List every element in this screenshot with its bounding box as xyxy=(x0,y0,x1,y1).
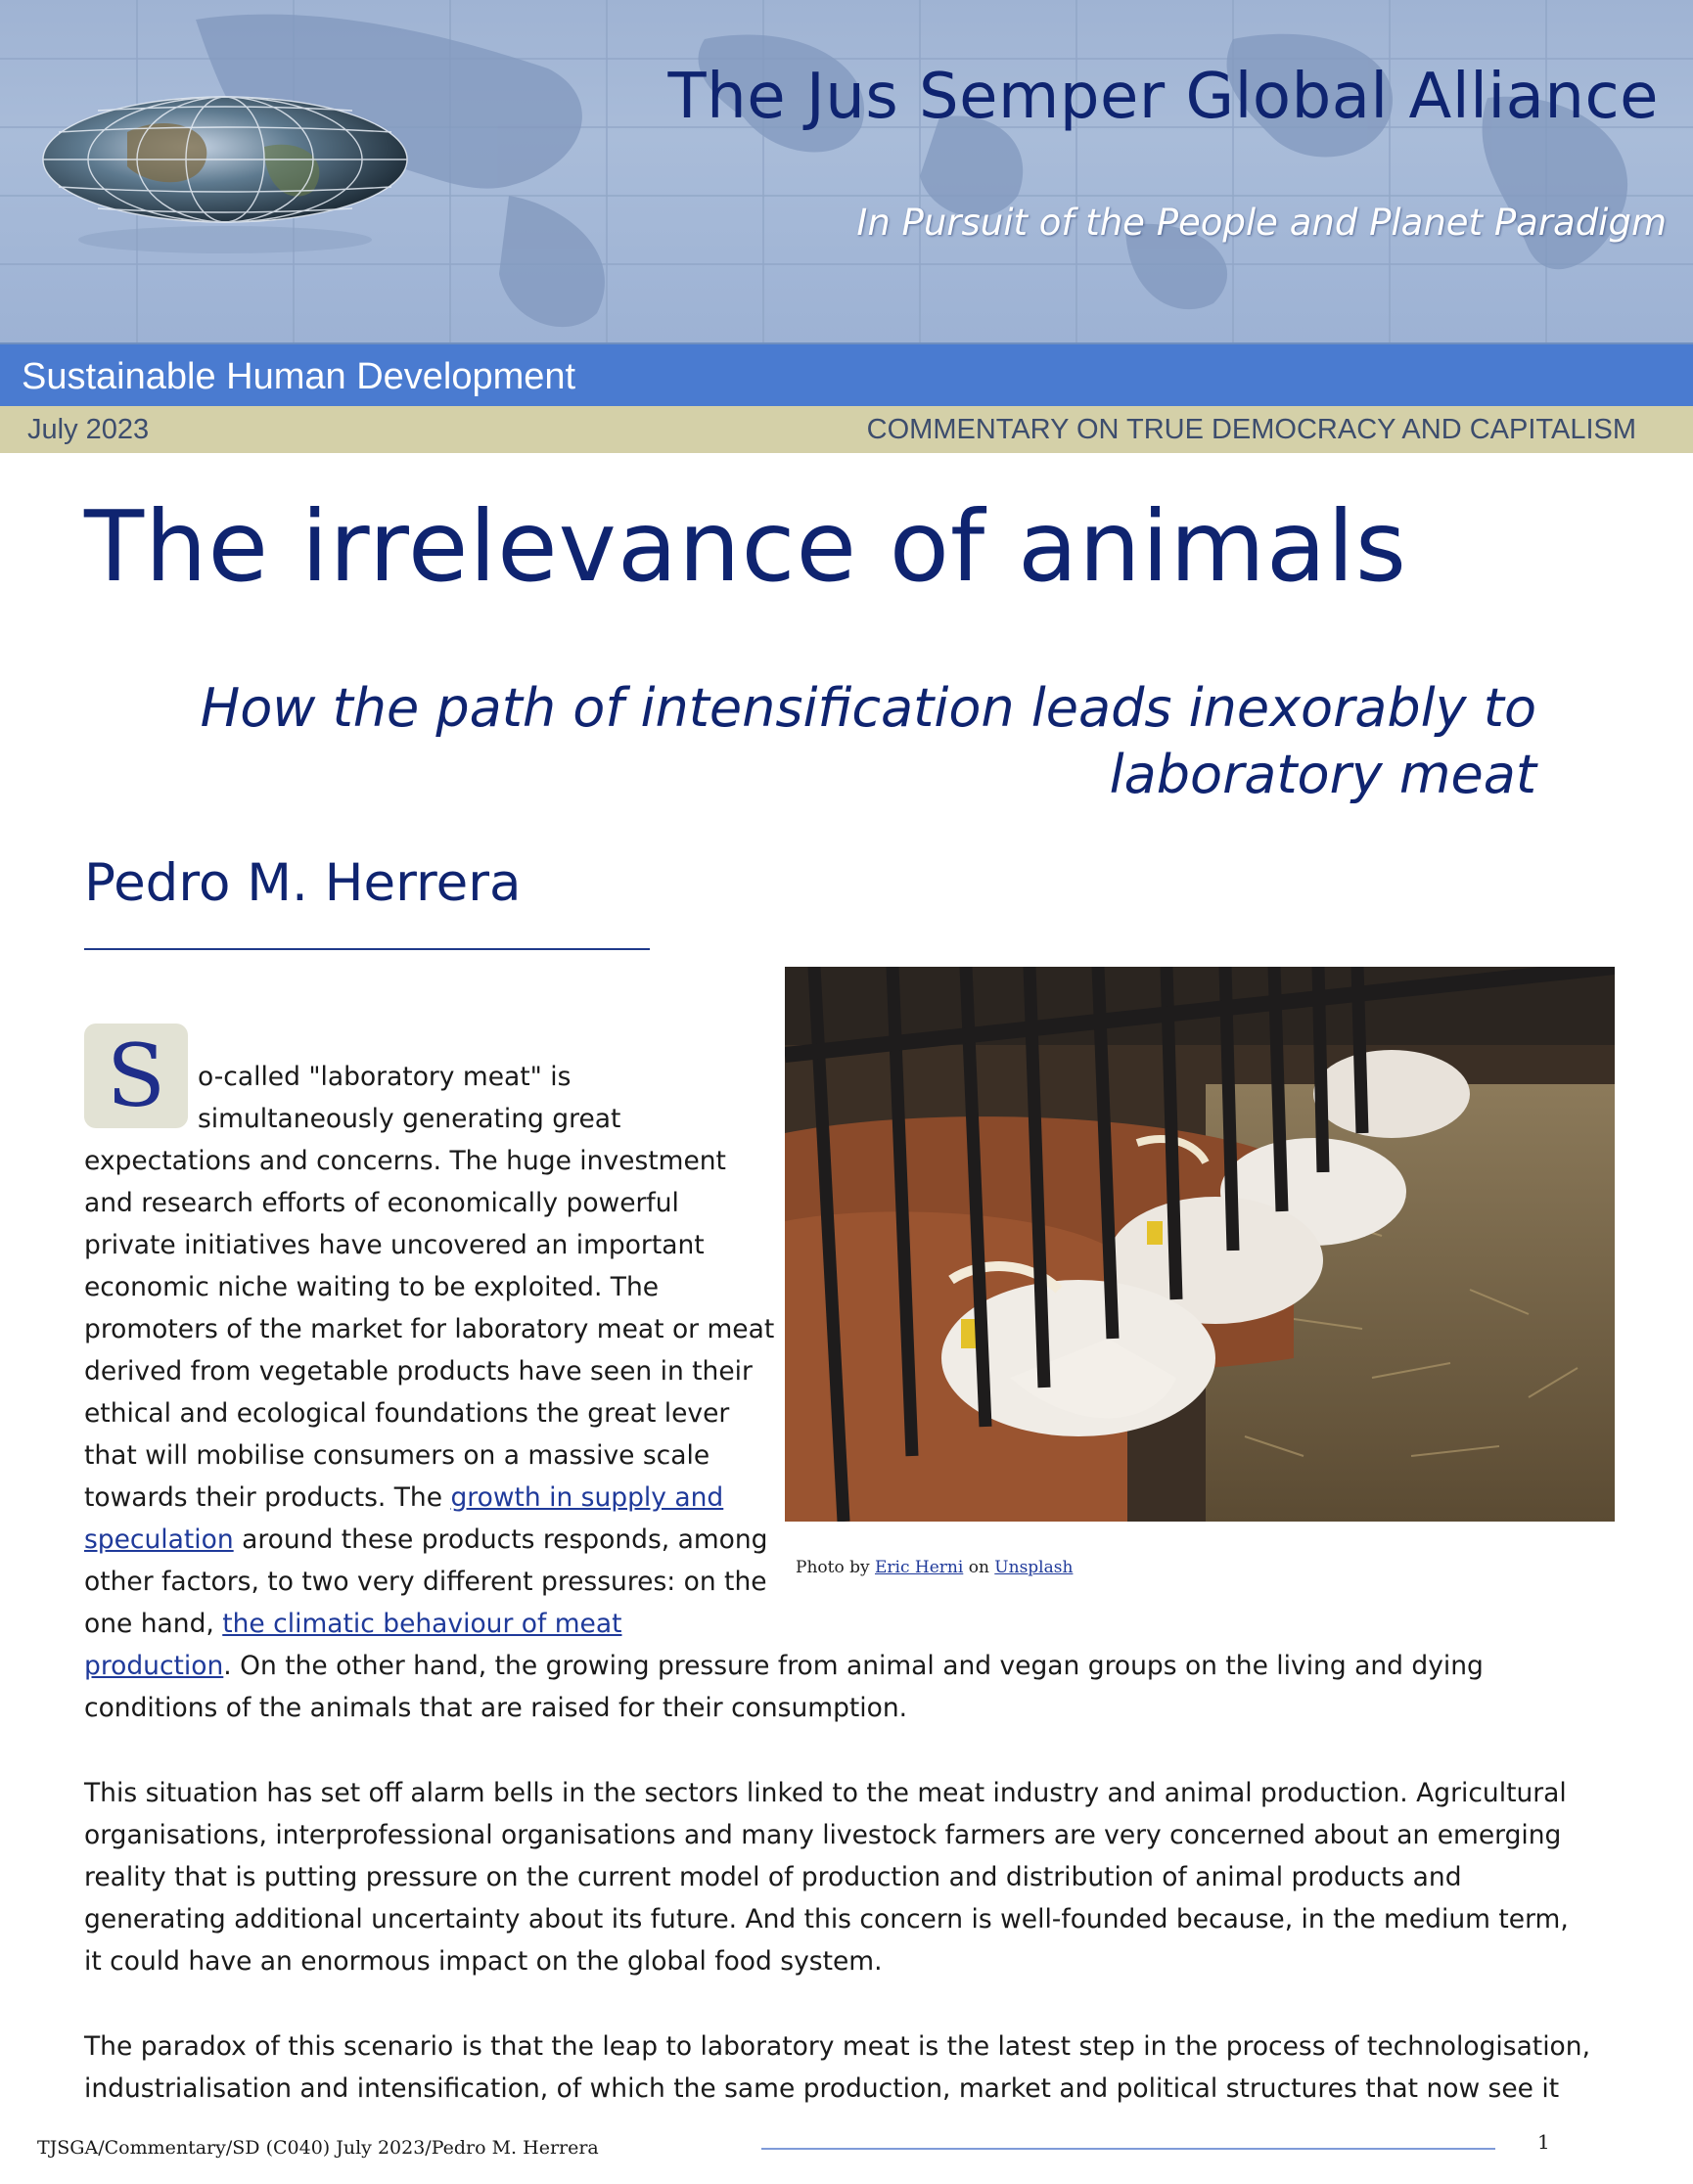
footer-reference: TJSGA/Commentary/SD (C040) July 2023/Pedro M. Herrera xyxy=(37,2137,599,2159)
paragraph-line: o-called "laboratory meat" is xyxy=(198,1062,572,1092)
line-text: one hand, xyxy=(84,1609,223,1639)
body-paragraph-1 xyxy=(84,1056,1611,1729)
paragraph-line: conditions of the animals that are raised for their consumption. xyxy=(84,1693,908,1723)
paragraph-line xyxy=(84,1645,1611,1687)
paragraph-line: simultaneously generating great xyxy=(198,1104,621,1134)
paragraph-line: generating additional uncertainty about its future. And this concern is well-founded because, in the medium term, xyxy=(84,1904,1569,1934)
caption-mid: on xyxy=(968,1558,989,1577)
author-name: Pedro M. Herrera xyxy=(84,853,522,913)
subtitle-line-1: How the path of intensification leads inexorably to xyxy=(200,677,1536,739)
photographer-link[interactable]: Eric Herni xyxy=(875,1558,964,1577)
section-bar xyxy=(0,342,1693,408)
footer-divider xyxy=(761,2148,1495,2150)
paragraph-line: reality that is putting pressure on the current model of production and distribution of animal products and xyxy=(84,1862,1462,1892)
paragraph-line: private initiatives have uncovered an important xyxy=(84,1230,705,1260)
paragraph-line: ethical and ecological foundations the great lever xyxy=(84,1398,730,1429)
caption-prefix: Photo by xyxy=(796,1558,870,1577)
paragraph-line: that will mobilise consumers on a massive scale xyxy=(84,1440,710,1471)
paragraph-line: expectations and concerns. The huge investment xyxy=(84,1146,726,1176)
date-bar xyxy=(0,406,1693,453)
paragraph-line: This situation has set off alarm bells in the sectors linked to the meat industry and animal production. Agricultural xyxy=(84,1778,1567,1808)
line-text: towards their products. The xyxy=(84,1482,451,1513)
paragraph-line xyxy=(84,1603,1611,1645)
paragraph-line: industrialisation and intensification, of which the same production, market and political structures that now see it xyxy=(84,2073,1560,2104)
body-paragraph-2 xyxy=(84,1772,1611,1982)
line-text: . On the other hand, the growing pressure from animal and vegan groups on the living and dying xyxy=(223,1651,1484,1681)
globe-logo-icon xyxy=(39,93,411,259)
organization-name: The Jus Semper Global Alliance xyxy=(667,61,1659,133)
paragraph-line xyxy=(84,1519,1611,1561)
paragraph-line: it could have an enormous impact on the global food system. xyxy=(84,1946,883,1977)
organization-tagline: In Pursuit of the People and Planet Paradigm xyxy=(856,202,1667,244)
speculation-link[interactable]: speculation xyxy=(84,1524,234,1555)
section-name: Sustainable Human Development xyxy=(22,356,576,397)
subtitle-line-2: laboratory meat xyxy=(1109,744,1536,805)
publication-date: July 2023 xyxy=(27,414,150,445)
paragraph-line: derived from vegetable products have seen in their xyxy=(84,1356,753,1387)
article-subtitle xyxy=(166,675,1536,808)
growth-in-supply-link[interactable]: growth in supply and xyxy=(450,1482,724,1513)
body-paragraph-3 xyxy=(84,2025,1611,2110)
unsplash-link[interactable]: Unsplash xyxy=(994,1558,1074,1577)
paragraph-line: organisations, interprofessional organisations and many livestock farmers are very concerned about an emerging xyxy=(84,1820,1562,1850)
series-name: COMMENTARY ON TRUE DEMOCRACY AND CAPITALISM xyxy=(866,414,1636,445)
paragraph-line xyxy=(84,1477,1611,1519)
climatic-behaviour-link[interactable]: the climatic behaviour of meat xyxy=(222,1609,622,1639)
line-text: around these products responds, among xyxy=(233,1524,768,1555)
paragraph-line: other factors, to two very different pressures: on the xyxy=(84,1567,767,1597)
meat-production-link[interactable]: production xyxy=(84,1651,224,1681)
masthead-banner xyxy=(0,0,1693,342)
drop-cap-letter: S xyxy=(84,1024,188,1128)
author-divider xyxy=(84,948,650,950)
paragraph-line: and research efforts of economically powerful xyxy=(84,1188,679,1218)
article-title: The irrelevance of animals xyxy=(84,489,1407,604)
paragraph-line: economic niche waiting to be exploited. The xyxy=(84,1272,660,1302)
paragraph-line: promoters of the market for laboratory meat or meat xyxy=(84,1314,775,1344)
page-number: 1 xyxy=(1537,2130,1550,2154)
paragraph-line: The paradox of this scenario is that the leap to laboratory meat is the latest step in the process of technologisation, xyxy=(84,2031,1590,2062)
